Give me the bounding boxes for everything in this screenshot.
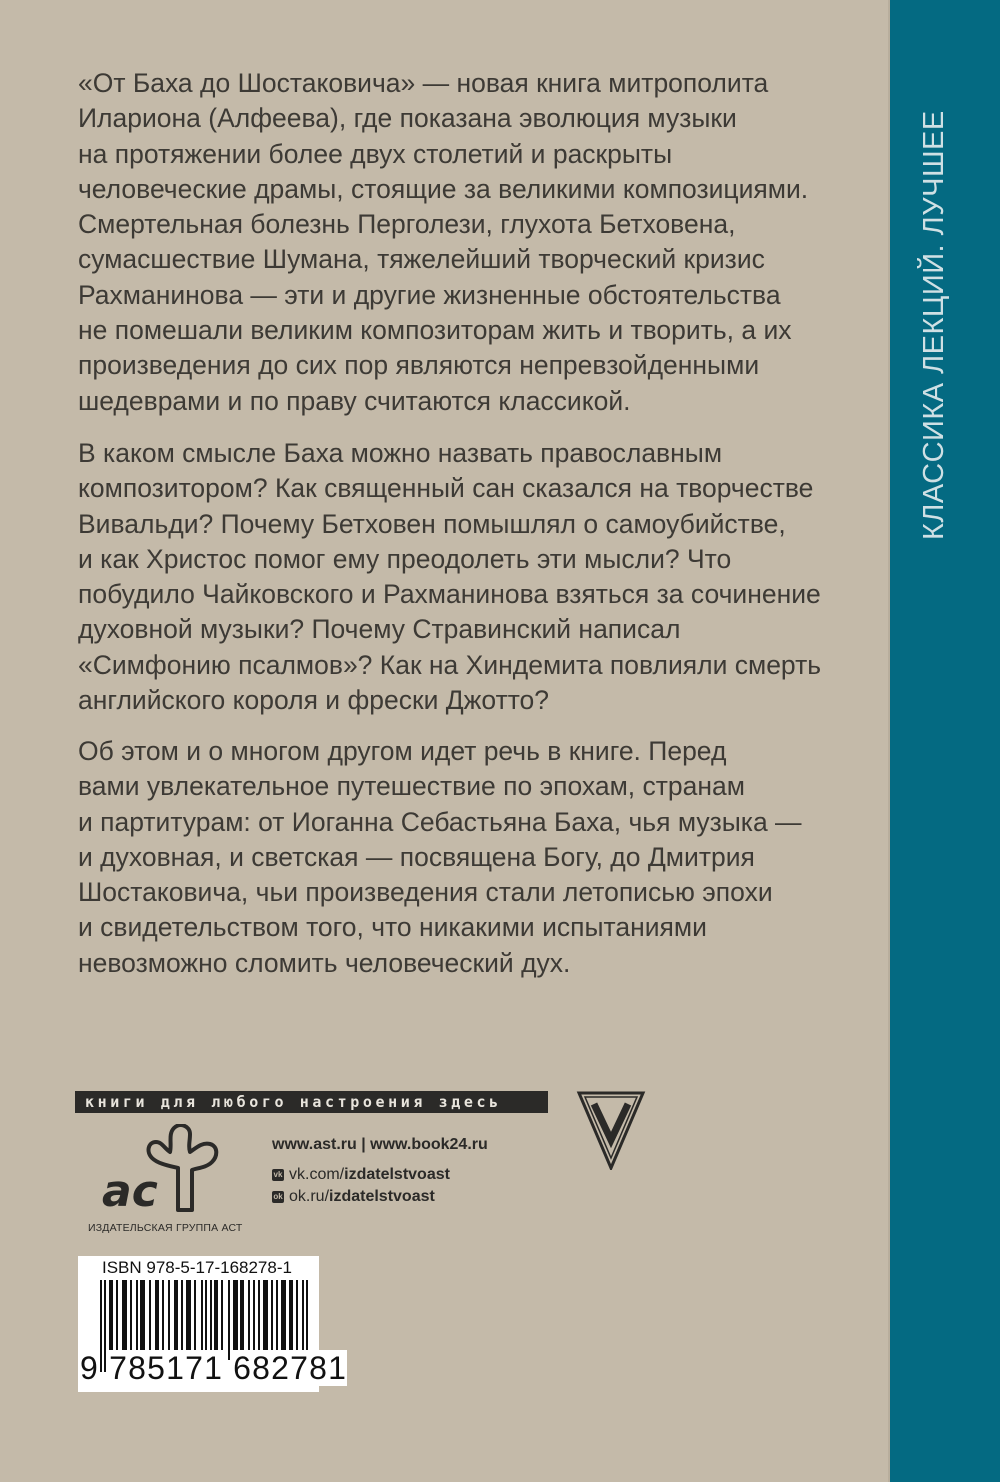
barcode-digits	[80, 1350, 348, 1387]
vk-link-handle: izdatelstvoast	[344, 1166, 450, 1183]
text-line: Илариона (Алфеева), где показана эволюция музыки	[78, 103, 737, 134]
description-paragraph-2	[78, 436, 868, 718]
text-line: Рахманинова — эти и другие жизненные обстоятельства	[78, 279, 781, 310]
publisher-caption: ИЗДАТЕЛЬСКАЯ ГРУППА АСТ	[88, 1222, 243, 1234]
text-line: и как Христос помог ему преодолеть эти мысли? Что	[78, 543, 732, 574]
text-line: и партитурам: от Иоганна Себастьяна Баха, чья музыка —	[78, 806, 802, 837]
vk-link-prefix: vk.com/	[289, 1166, 345, 1183]
text-line: английского короля и фрески Джотто?	[78, 685, 550, 716]
text-line: побудило Чайковского и Рахманинова взяться за сочинение	[78, 579, 821, 610]
text-line: «Симфонию псалмов»? Как на Хиндемита повлияли смерть	[78, 649, 822, 680]
barcode-digit-first: 9	[80, 1350, 99, 1386]
text-line: и духовная, и светская — посвящена Богу, до Дмитрия	[78, 841, 755, 872]
ok-link[interactable]	[272, 1186, 488, 1208]
ast-logo-icon	[100, 1124, 230, 1214]
text-line: сумасшествие Шумана, тяжелейший творческий кризис	[78, 244, 765, 275]
text-line: Шостаковича, чьи произведения стали летописью эпохи	[78, 877, 773, 908]
text-line: духовной музыки? Почему Стравинский написал	[78, 614, 681, 645]
barcode-digits-right: 682781	[233, 1350, 348, 1386]
text-line: не помешали великим композиторам жить и творить, а их	[78, 315, 792, 346]
text-line: вами увлекательное путешествие по эпохам, странам	[78, 771, 745, 802]
text-line: и свидетельством того, что никакими испытаниями	[78, 912, 707, 943]
series-title: КЛАССИКА ЛЕКЦИЙ. ЛУЧШЕЕ	[918, 110, 950, 540]
text-line: шедеврами и по праву считаются классикой.	[78, 385, 631, 416]
description-paragraph-1	[78, 66, 868, 419]
age-rating-badge-icon	[576, 1090, 646, 1170]
ok-link-handle: izdatelstvoast	[329, 1188, 435, 1205]
text-line: произведения до сих пор являются непревзойденными	[78, 350, 760, 381]
ok-icon: ok	[273, 1192, 283, 1201]
text-line: Вивальди? Почему Бетховен помышлял о самоубийстве,	[78, 508, 786, 539]
description-paragraph-3	[78, 734, 868, 981]
text-line: на протяжении более двух столетий и раскрыты	[78, 138, 673, 169]
isbn-label: ISBN 978-5-17-168278-1	[102, 1258, 292, 1277]
publisher-sites-link[interactable]: www.ast.ru | www.book24.ru	[272, 1136, 488, 1153]
vk-link[interactable]	[272, 1164, 488, 1186]
text-line: Об этом и о многом другом идет речь в книге. Перед	[78, 736, 727, 766]
vk-icon: vk	[273, 1170, 283, 1179]
text-line: композитором? Как священный сан сказался на творчестве	[78, 473, 814, 504]
logo-text: ас	[102, 1166, 158, 1214]
text-line: «От Баха до Шостаковича» — новая книга митрополита	[78, 68, 769, 98]
publisher-tagline: книги для любого настроения здесь	[75, 1091, 548, 1113]
text-line: Смертельная болезнь Перголези, глухота Бетховена,	[78, 209, 736, 240]
text-line: невозможно сломить человеческий дух.	[78, 947, 571, 978]
ok-link-prefix: ok.ru/	[289, 1188, 330, 1205]
barcode-digits-left: 785171	[109, 1350, 224, 1386]
text-line: В каком смысле Баха можно назвать православным	[78, 438, 723, 468]
publisher-links	[272, 1136, 488, 1208]
text-line: человеческие драмы, стоящие за великими композициями.	[78, 173, 809, 204]
isbn-barcode	[78, 1256, 348, 1392]
